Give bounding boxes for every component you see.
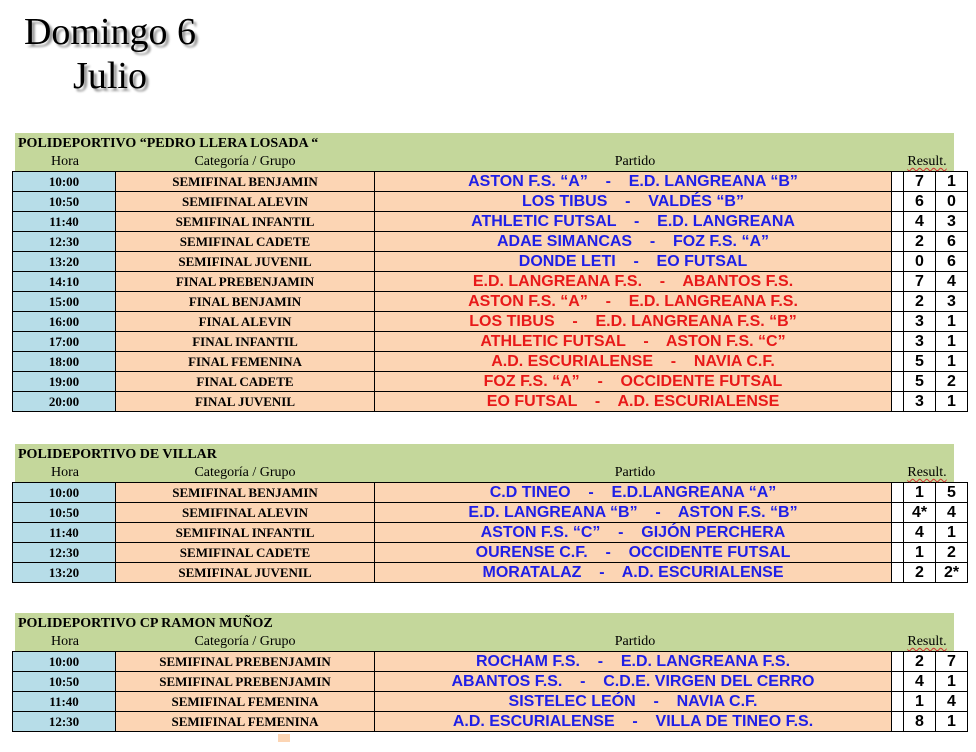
venue-header [15,133,954,171]
match-partido: ASTON F.S. “A” - E.D. LANGREANA “B” [375,172,892,192]
column-categoria: Categoría / Grupo [194,634,296,649]
title-month: Julio [73,55,147,97]
match-partido: E.D. LANGREANA F.S. - ABANTOS F.S. [375,272,892,292]
gap-cell [892,272,904,292]
match-categoria: SEMIFINAL CADETE [116,232,375,252]
match-categoria: SEMIFINAL BENJAMIN [116,172,375,192]
gap-cell [892,483,904,503]
gap-cell [892,372,904,392]
match-partido: A.D. ESCURIALENSE - NAVIA C.F. [375,352,892,372]
match-row [13,192,968,212]
column-partido: Partido [614,154,656,169]
match-categoria: FINAL JUVENIL [116,392,375,412]
match-hora: 20:00 [13,392,116,412]
result-away: 1 [936,712,968,732]
venue-pedro-llera-losada [12,133,963,412]
match-row [13,352,968,372]
column-partido: Partido [614,465,656,480]
gap-cell [892,563,904,583]
match-row [13,483,968,503]
result-away: 1 [936,332,968,352]
result-home: 8 [904,712,936,732]
result-away: 1 [936,352,968,372]
column-headers [15,633,954,651]
match-table [12,651,968,732]
match-partido: FOZ F.S. “A” - OCCIDENTE FUTSAL [375,372,892,392]
match-row [13,712,968,732]
match-categoria: SEMIFINAL JUVENIL [116,252,375,272]
result-home: 7 [904,272,936,292]
result-away: 1 [936,312,968,332]
result-home: 1 [904,543,936,563]
match-hora: 10:50 [13,192,116,212]
result-home: 5 [904,352,936,372]
match-row [13,503,968,523]
match-hora: 13:20 [13,252,116,272]
match-hora: 17:00 [13,332,116,352]
column-result: Result. [907,634,947,649]
match-row [13,372,968,392]
column-result: Result. [907,465,947,480]
venue-name: POLIDEPORTIVO CP RAMON MUÑOZ [18,616,273,631]
match-categoria: SEMIFINAL ALEVIN [116,503,375,523]
match-hora: 15:00 [13,292,116,312]
match-hora: 16:00 [13,312,116,332]
column-categoria: Categoría / Grupo [194,465,296,480]
match-partido: LOS TIBUS - VALDÉS “B” [375,192,892,212]
result-home: 3 [904,332,936,352]
match-row [13,252,968,272]
match-partido: E.D. LANGREANA “B” - ASTON F.S. “B” [375,503,892,523]
column-result: Result. [907,154,947,169]
gap-cell [892,543,904,563]
gap-cell [892,332,904,352]
match-row [13,332,968,352]
venue-cp-ramon-munoz [12,613,963,732]
match-hora: 18:00 [13,352,116,372]
venue-villar [12,444,963,583]
result-away: 6 [936,232,968,252]
result-home: 2 [904,232,936,252]
match-categoria: SEMIFINAL INFANTIL [116,523,375,543]
result-away: 1 [936,172,968,192]
match-row [13,172,968,192]
match-hora: 13:20 [13,563,116,583]
result-home: 7 [904,172,936,192]
match-partido: SISTELEC LEÓN - NAVIA C.F. [375,692,892,712]
gap-cell [892,212,904,232]
match-categoria: SEMIFINAL FEMENINA [116,712,375,732]
gap-cell [892,672,904,692]
gap-cell [892,503,904,523]
match-partido: ADAE SIMANCAS - FOZ F.S. “A” [375,232,892,252]
column-hora: Hora [51,465,79,480]
gap-cell [892,292,904,312]
result-home: 3 [904,392,936,412]
match-partido: MORATALAZ - A.D. ESCURIALENSE [375,563,892,583]
result-away: 4 [936,692,968,712]
column-headers [15,153,954,171]
result-home: 4 [904,212,936,232]
match-hora: 11:40 [13,212,116,232]
gap-cell [892,192,904,212]
match-partido: C.D TINEO - E.D.LANGREANA “A” [375,483,892,503]
result-away: 1 [936,672,968,692]
match-partido: ABANTOS F.S. - C.D.E. VIRGEN DEL CERRO [375,672,892,692]
match-row [13,232,968,252]
result-away: 2 [936,543,968,563]
result-home: 2 [904,563,936,583]
result-home: 4 [904,672,936,692]
match-table [12,482,968,583]
match-hora: 10:50 [13,503,116,523]
match-partido: ASTON F.S. “C” - GIJÓN PERCHERA [375,523,892,543]
match-hora: 12:30 [13,543,116,563]
match-row [13,672,968,692]
match-row [13,212,968,232]
result-away: 2* [936,563,968,583]
column-partido: Partido [614,634,656,649]
match-categoria: SEMIFINAL PREBENJAMIN [116,672,375,692]
match-categoria: SEMIFINAL PREBENJAMIN [116,652,375,672]
match-partido: ATHLETIC FUTSAL - E.D. LANGREANA [375,212,892,232]
match-categoria: FINAL PREBENJAMIN [116,272,375,292]
result-home: 4* [904,503,936,523]
match-partido: A.D. ESCURIALENSE - VILLA DE TINEO F.S. [375,712,892,732]
result-away: 6 [936,252,968,272]
match-hora: 11:40 [13,692,116,712]
gap-cell [892,252,904,272]
match-categoria: FINAL ALEVIN [116,312,375,332]
match-row [13,292,968,312]
result-away: 3 [936,292,968,312]
result-home: 3 [904,312,936,332]
column-headers [15,464,954,482]
match-categoria: SEMIFINAL FEMENINA [116,692,375,712]
match-row [13,272,968,292]
match-row [13,392,968,412]
column-hora: Hora [51,154,79,169]
cell-fragment [278,734,290,742]
match-partido: LOS TIBUS - E.D. LANGREANA F.S. “B” [375,312,892,332]
result-away: 1 [936,523,968,543]
match-hora: 10:00 [13,652,116,672]
match-partido: DONDE LETI - EO FUTSAL [375,252,892,272]
venue-name: POLIDEPORTIVO DE VILLAR [18,447,217,462]
match-hora: 12:30 [13,712,116,732]
result-away: 3 [936,212,968,232]
venue-header [15,613,954,651]
column-categoria: Categoría / Grupo [194,154,296,169]
result-home: 2 [904,292,936,312]
match-partido: OURENSE C.F. - OCCIDENTE FUTSAL [375,543,892,563]
match-categoria: FINAL FEMENINA [116,352,375,372]
result-home: 1 [904,692,936,712]
match-partido: ROCHAM F.S. - E.D. LANGREANA F.S. [375,652,892,672]
match-partido: ASTON F.S. “A” - E.D. LANGREANA F.S. [375,292,892,312]
result-away: 0 [936,192,968,212]
match-row [13,692,968,712]
match-hora: 11:40 [13,523,116,543]
result-away: 1 [936,392,968,412]
result-away: 2 [936,372,968,392]
page-title [0,10,220,98]
match-row [13,312,968,332]
result-home: 4 [904,523,936,543]
match-partido: ATHLETIC FUTSAL - ASTON F.S. “C” [375,332,892,352]
match-row [13,543,968,563]
match-hora: 10:00 [13,172,116,192]
title-day: Domingo 6 [23,11,197,53]
gap-cell [892,692,904,712]
match-hora: 10:50 [13,672,116,692]
match-categoria: SEMIFINAL ALEVIN [116,192,375,212]
column-hora: Hora [51,634,79,649]
match-row [13,523,968,543]
match-categoria: SEMIFINAL JUVENIL [116,563,375,583]
match-categoria: FINAL INFANTIL [116,332,375,352]
gap-cell [892,523,904,543]
result-away: 7 [936,652,968,672]
match-categoria: SEMIFINAL BENJAMIN [116,483,375,503]
match-categoria: FINAL CADETE [116,372,375,392]
result-home: 2 [904,652,936,672]
match-partido: EO FUTSAL - A.D. ESCURIALENSE [375,392,892,412]
match-row [13,563,968,583]
gap-cell [892,352,904,372]
gap-cell [892,312,904,332]
match-hora: 14:10 [13,272,116,292]
gap-cell [892,172,904,192]
match-categoria: SEMIFINAL INFANTIL [116,212,375,232]
gap-cell [892,232,904,252]
result-away: 5 [936,483,968,503]
result-home: 1 [904,483,936,503]
result-home: 6 [904,192,936,212]
result-home: 5 [904,372,936,392]
gap-cell [892,652,904,672]
venue-name: POLIDEPORTIVO “PEDRO LLERA LOSADA “ [18,136,319,151]
match-row [13,652,968,672]
result-home: 0 [904,252,936,272]
result-away: 4 [936,272,968,292]
result-away: 4 [936,503,968,523]
match-hora: 12:30 [13,232,116,252]
venue-header [15,444,954,482]
match-categoria: SEMIFINAL CADETE [116,543,375,563]
gap-cell [892,392,904,412]
match-categoria: FINAL BENJAMIN [116,292,375,312]
match-hora: 10:00 [13,483,116,503]
gap-cell [892,712,904,732]
match-hora: 19:00 [13,372,116,392]
match-table [12,171,968,412]
